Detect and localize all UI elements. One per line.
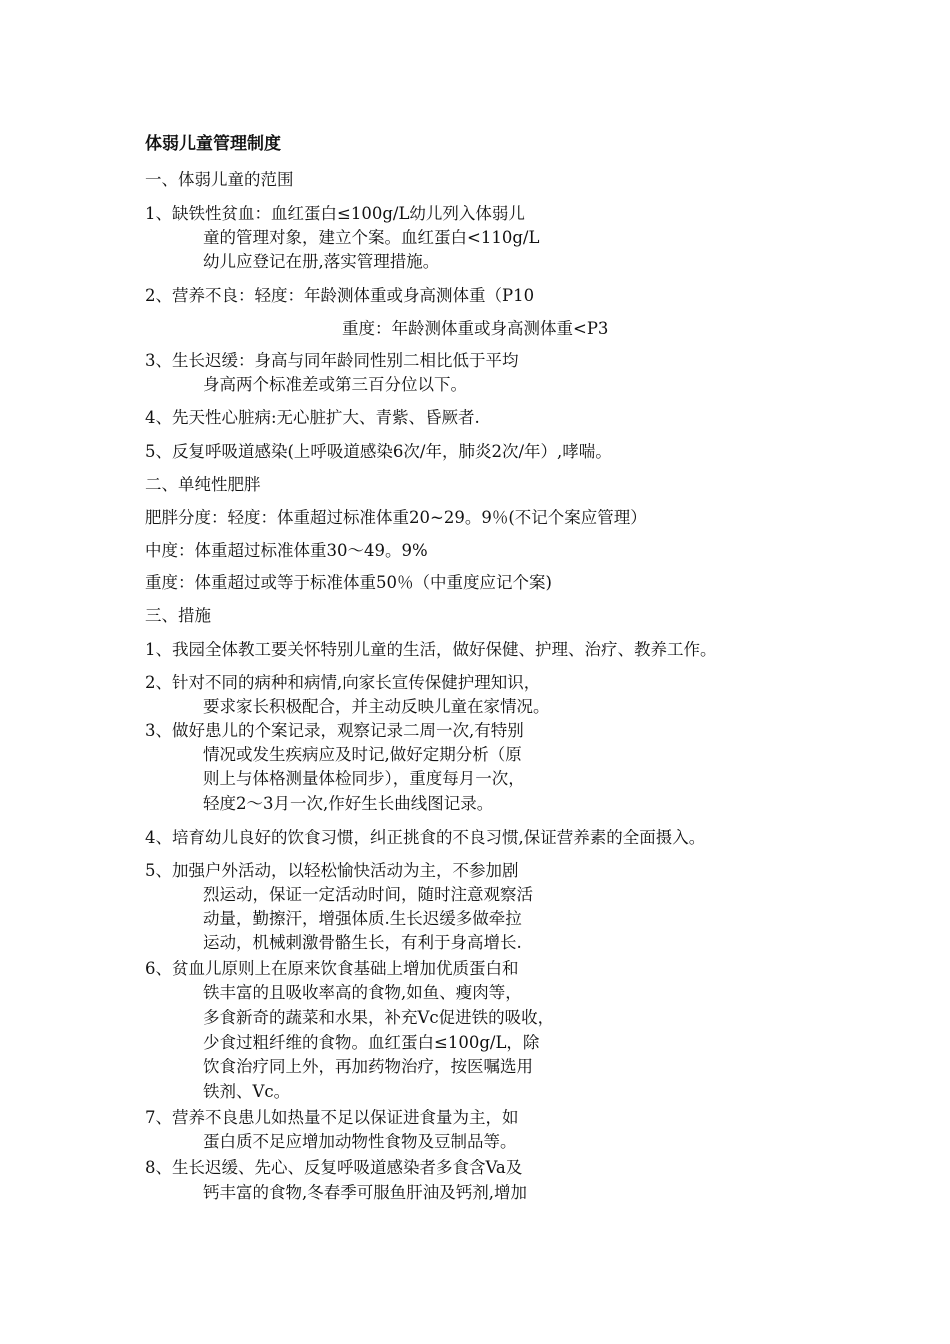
text-line: 身高两个标准差或第三百分位以下。 — [203, 375, 467, 394]
text-line: 3、做好患儿的个案记录，观察记录二周一次,有特别 — [145, 721, 524, 740]
text-line: 7、营养不良患儿如热量不足以保证进食量为主，如 — [145, 1108, 519, 1127]
text-line: 1、我园全体教工要关怀特别儿童的生活，做好保健、护理、治疗、教养工作。 — [145, 640, 717, 659]
text-line: 1、缺铁性贫血：血红蛋白≤100g/L幼儿列入体弱儿 — [145, 204, 525, 223]
text-line: 幼儿应登记在册,落实管理措施。 — [203, 252, 440, 271]
text-line: 烈运动，保证一定活动时间，随时注意观察活 — [203, 885, 533, 904]
text-line: 6、贫血儿原则上在原来饮食基础上增加优质蛋白和 — [145, 959, 519, 978]
text-line: 童的管理对象，建立个案。血红蛋白<110g/L — [203, 228, 540, 247]
text-line: 中度：体重超过标准体重30～49。9% — [145, 541, 428, 560]
text-line: 钙丰富的食物,冬春季可服鱼肝油及钙剂,增加 — [203, 1183, 527, 1202]
document-title: 体弱儿童管理制度 — [145, 134, 281, 154]
text-line: 情况或发生疾病应及时记,做好定期分析（原 — [203, 745, 522, 764]
text-line: 3、生长迟缓：身高与同年龄同性别二相比低于平均 — [145, 351, 519, 370]
text-line: 饮食治疗同上外，再加药物治疗，按医嘱选用 — [203, 1057, 533, 1076]
text-line: 运动，机械刺激骨骼生长，有利于身高增长. — [203, 933, 522, 952]
text-line: 5、加强户外活动，以轻松愉快活动为主，不参加剧 — [145, 861, 519, 880]
text-line: 要求家长积极配合，并主动反映儿童在家情况。 — [203, 697, 550, 716]
text-line: 少食过粗纤维的食物。血红蛋白≤100g/L，除 — [203, 1033, 540, 1052]
text-line: 肥胖分度：轻度：体重超过标准体重20~29。9％(不记个案应管理） — [145, 508, 647, 527]
text-line: 蛋白质不足应增加动物性食物及豆制品等。 — [203, 1132, 517, 1151]
text-line: 5、反复呼吸道感染(上呼吸道感染6次/年，肺炎2次/年）,哮喘。 — [145, 442, 612, 461]
text-line: 2、针对不同的病种和病情,向家长宣传保健护理知识， — [145, 673, 541, 692]
section-heading: 三、措施 — [145, 606, 211, 625]
text-line: 4、先天性心脏病:无心脏扩大、青紫、昏厥者. — [145, 408, 480, 427]
text-line: 重度：体重超过或等于标准体重50％（中重度应记个案) — [145, 573, 552, 592]
section-heading: 一、体弱儿童的范围 — [145, 170, 294, 189]
text-line: 铁丰富的且吸收率高的食物,如鱼、瘦肉等， — [203, 983, 522, 1002]
section-heading: 二、单纯性肥胖 — [145, 475, 261, 494]
text-line: 则上与体格测量体检同步），重度每月一次， — [203, 769, 525, 788]
text-line: 重度：年龄测体重或身高测体重<P3 — [342, 319, 609, 338]
text-line: 多食新奇的蔬菜和水果，补充Vc促进铁的吸收， — [203, 1008, 555, 1027]
text-line: 2、营养不良：轻度：年龄测体重或身高测体重（P10 — [145, 286, 535, 305]
text-line: 轻度2～3月一次,作好生长曲线图记录。 — [203, 794, 494, 813]
text-line: 铁剂、Vc。 — [203, 1082, 291, 1101]
text-line: 动量，勤擦汗，增强体质.生长迟缓多做牵拉 — [203, 909, 522, 928]
text-line: 4、培育幼儿良好的饮食习惯，纠正挑食的不良习惯,保证营养素的全面摄入。 — [145, 828, 706, 847]
text-line: 8、生长迟缓、先心、反复呼吸道感染者多食含Va及 — [145, 1158, 523, 1177]
